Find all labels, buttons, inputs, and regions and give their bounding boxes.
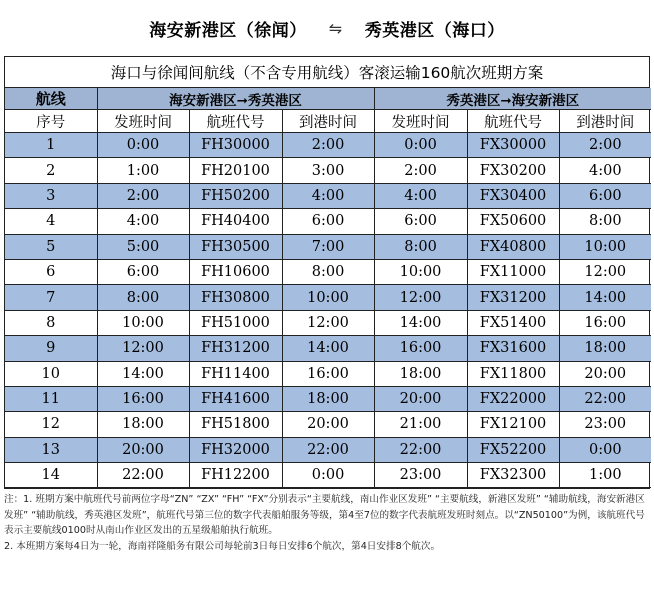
seq-cell: 1 xyxy=(5,133,97,158)
arrive-forward-cell: 3:00 xyxy=(282,158,374,183)
flight-return-cell: FX30400 xyxy=(467,183,559,208)
depart-forward-cell: 20:00 xyxy=(97,437,189,462)
depart-forward-cell: 22:00 xyxy=(97,463,189,488)
arrive-return-cell: 12:00 xyxy=(559,259,651,284)
route-title xyxy=(0,0,654,56)
arrive-forward-cell: 2:00 xyxy=(282,133,374,158)
table-row xyxy=(5,437,651,462)
flight-forward-cell: FH30800 xyxy=(189,285,282,310)
arrive-forward-cell: 7:00 xyxy=(282,234,374,259)
route-label: 航线 xyxy=(5,88,97,110)
arrive-return-cell: 22:00 xyxy=(559,386,651,411)
seq-cell: 5 xyxy=(5,234,97,259)
depart-forward-cell: 14:00 xyxy=(97,361,189,386)
flight-return-cell: FX32300 xyxy=(467,463,559,488)
table-row xyxy=(5,209,651,234)
table-row xyxy=(5,285,651,310)
arrive-forward-cell: 4:00 xyxy=(282,183,374,208)
flight-return-cell: FX11800 xyxy=(467,361,559,386)
from-port: 海安新港区（徐闻） xyxy=(149,20,307,41)
col-arrive-return: 到港时间 xyxy=(559,110,651,133)
arrive-return-cell: 0:00 xyxy=(559,437,651,462)
flight-forward-cell: FH40400 xyxy=(189,209,282,234)
flight-return-cell: FX22000 xyxy=(467,386,559,411)
depart-forward-cell: 0:00 xyxy=(97,133,189,158)
flight-forward-cell: FH32000 xyxy=(189,437,282,462)
seq-cell: 12 xyxy=(5,412,97,437)
depart-forward-cell: 6:00 xyxy=(97,259,189,284)
flight-return-cell: FX12100 xyxy=(467,412,559,437)
arrive-return-cell: 20:00 xyxy=(559,361,651,386)
seq-cell: 13 xyxy=(5,437,97,462)
col-depart-return: 发班时间 xyxy=(374,110,467,133)
flight-forward-cell: FH30500 xyxy=(189,234,282,259)
table-row xyxy=(5,158,651,183)
depart-forward-cell: 1:00 xyxy=(97,158,189,183)
depart-forward-cell: 10:00 xyxy=(97,310,189,335)
depart-return-cell: 18:00 xyxy=(374,361,467,386)
note-1: 注：1. 班期方案中航班代号前两位字母“ZN” “ZX” “FH” “FX”分别表示“主要航线，南山作业区发班” “主要航线，新港区发班” “辅助航线，海安新港区发班” “辅助航线，秀英港区发班”，航班代号第三位的数字代表船舶服务等级，第4至7位的数字代表航班发班时刻点。以“ZN50100”为例，该航班代号表示主要航线0100时从南山作业区发出的五星级船舶执行航班。 xyxy=(4,494,645,537)
flight-return-cell: FX30000 xyxy=(467,133,559,158)
flight-forward-cell: FH20100 xyxy=(189,158,282,183)
seq-cell: 11 xyxy=(5,386,97,411)
flight-forward-cell: FH12200 xyxy=(189,463,282,488)
arrive-return-cell: 23:00 xyxy=(559,412,651,437)
flight-forward-cell: FH30000 xyxy=(189,133,282,158)
depart-return-cell: 20:00 xyxy=(374,386,467,411)
header-row-columns xyxy=(5,110,651,133)
route-forward-header: 海安新港区➞秀英港区 xyxy=(97,88,374,110)
col-flight-forward: 航班代号 xyxy=(189,110,282,133)
table-row xyxy=(5,463,651,488)
arrive-return-cell: 18:00 xyxy=(559,336,651,361)
flight-forward-cell: FH41600 xyxy=(189,386,282,411)
seq-label: 序号 xyxy=(5,110,97,133)
flight-return-cell: FX52200 xyxy=(467,437,559,462)
flight-forward-cell: FH10600 xyxy=(189,259,282,284)
depart-return-cell: 22:00 xyxy=(374,437,467,462)
arrive-forward-cell: 14:00 xyxy=(282,336,374,361)
col-depart-forward: 发班时间 xyxy=(97,110,189,133)
seq-cell: 3 xyxy=(5,183,97,208)
depart-forward-cell: 2:00 xyxy=(97,183,189,208)
arrive-return-cell: 2:00 xyxy=(559,133,651,158)
table-row xyxy=(5,183,651,208)
arrive-forward-cell: 18:00 xyxy=(282,386,374,411)
depart-return-cell: 16:00 xyxy=(374,336,467,361)
arrive-return-cell: 8:00 xyxy=(559,209,651,234)
flight-forward-cell: FH51800 xyxy=(189,412,282,437)
depart-forward-cell: 18:00 xyxy=(97,412,189,437)
depart-forward-cell: 4:00 xyxy=(97,209,189,234)
notes xyxy=(0,489,654,554)
flight-return-cell: FX50600 xyxy=(467,209,559,234)
arrive-return-cell: 16:00 xyxy=(559,310,651,335)
table-row xyxy=(5,336,651,361)
seq-cell: 9 xyxy=(5,336,97,361)
seq-cell: 7 xyxy=(5,285,97,310)
note-2: 2. 本班期方案每4日为一轮，海南祥隆船务有限公司每轮前3日每日安排6个航次，第4日安排8个航次。 xyxy=(4,540,441,552)
depart-forward-cell: 5:00 xyxy=(97,234,189,259)
flight-forward-cell: FH11400 xyxy=(189,361,282,386)
col-arrive-forward: 到港时间 xyxy=(282,110,374,133)
arrive-forward-cell: 10:00 xyxy=(282,285,374,310)
arrive-forward-cell: 6:00 xyxy=(282,209,374,234)
depart-return-cell: 6:00 xyxy=(374,209,467,234)
arrive-return-cell: 6:00 xyxy=(559,183,651,208)
arrive-forward-cell: 16:00 xyxy=(282,361,374,386)
depart-return-cell: 10:00 xyxy=(374,259,467,284)
depart-return-cell: 14:00 xyxy=(374,310,467,335)
arrive-forward-cell: 20:00 xyxy=(282,412,374,437)
bidirectional-arrow-icon: ⇋ xyxy=(328,18,343,38)
flight-return-cell: FX51400 xyxy=(467,310,559,335)
flight-return-cell: FX31200 xyxy=(467,285,559,310)
arrive-forward-cell: 22:00 xyxy=(282,437,374,462)
seq-cell: 14 xyxy=(5,463,97,488)
seq-cell: 6 xyxy=(5,259,97,284)
flight-return-cell: FX30200 xyxy=(467,158,559,183)
table-row xyxy=(5,386,651,411)
depart-return-cell: 4:00 xyxy=(374,183,467,208)
route-return-header: 秀英港区➞海安新港区 xyxy=(374,88,651,110)
depart-return-cell: 0:00 xyxy=(374,133,467,158)
schedule-table xyxy=(5,88,651,488)
seq-cell: 10 xyxy=(5,361,97,386)
arrive-return-cell: 1:00 xyxy=(559,463,651,488)
depart-return-cell: 2:00 xyxy=(374,158,467,183)
depart-return-cell: 21:00 xyxy=(374,412,467,437)
flight-return-cell: FX31600 xyxy=(467,336,559,361)
arrive-return-cell: 10:00 xyxy=(559,234,651,259)
arrive-forward-cell: 12:00 xyxy=(282,310,374,335)
seq-cell: 2 xyxy=(5,158,97,183)
flight-forward-cell: FH31200 xyxy=(189,336,282,361)
table-row xyxy=(5,259,651,284)
arrive-return-cell: 14:00 xyxy=(559,285,651,310)
schedule-sheet xyxy=(4,56,650,489)
depart-forward-cell: 8:00 xyxy=(97,285,189,310)
table-row xyxy=(5,310,651,335)
arrive-return-cell: 4:00 xyxy=(559,158,651,183)
col-flight-return: 航班代号 xyxy=(467,110,559,133)
table-row xyxy=(5,412,651,437)
table-row xyxy=(5,234,651,259)
depart-forward-cell: 16:00 xyxy=(97,386,189,411)
arrive-forward-cell: 0:00 xyxy=(282,463,374,488)
flight-forward-cell: FH50200 xyxy=(189,183,282,208)
table-row xyxy=(5,133,651,158)
depart-return-cell: 23:00 xyxy=(374,463,467,488)
depart-return-cell: 12:00 xyxy=(374,285,467,310)
depart-forward-cell: 12:00 xyxy=(97,336,189,361)
schedule-subtitle: 海口与徐闻间航线（不含专用航线）客滚运输160航次班期方案 xyxy=(5,57,649,88)
flight-return-cell: FX40800 xyxy=(467,234,559,259)
to-port: 秀英港区（海口） xyxy=(364,20,505,41)
seq-cell: 4 xyxy=(5,209,97,234)
seq-cell: 8 xyxy=(5,310,97,335)
table-row xyxy=(5,361,651,386)
flight-return-cell: FX11000 xyxy=(467,259,559,284)
flight-forward-cell: FH51000 xyxy=(189,310,282,335)
arrive-forward-cell: 8:00 xyxy=(282,259,374,284)
header-row-route xyxy=(5,88,651,110)
depart-return-cell: 8:00 xyxy=(374,234,467,259)
